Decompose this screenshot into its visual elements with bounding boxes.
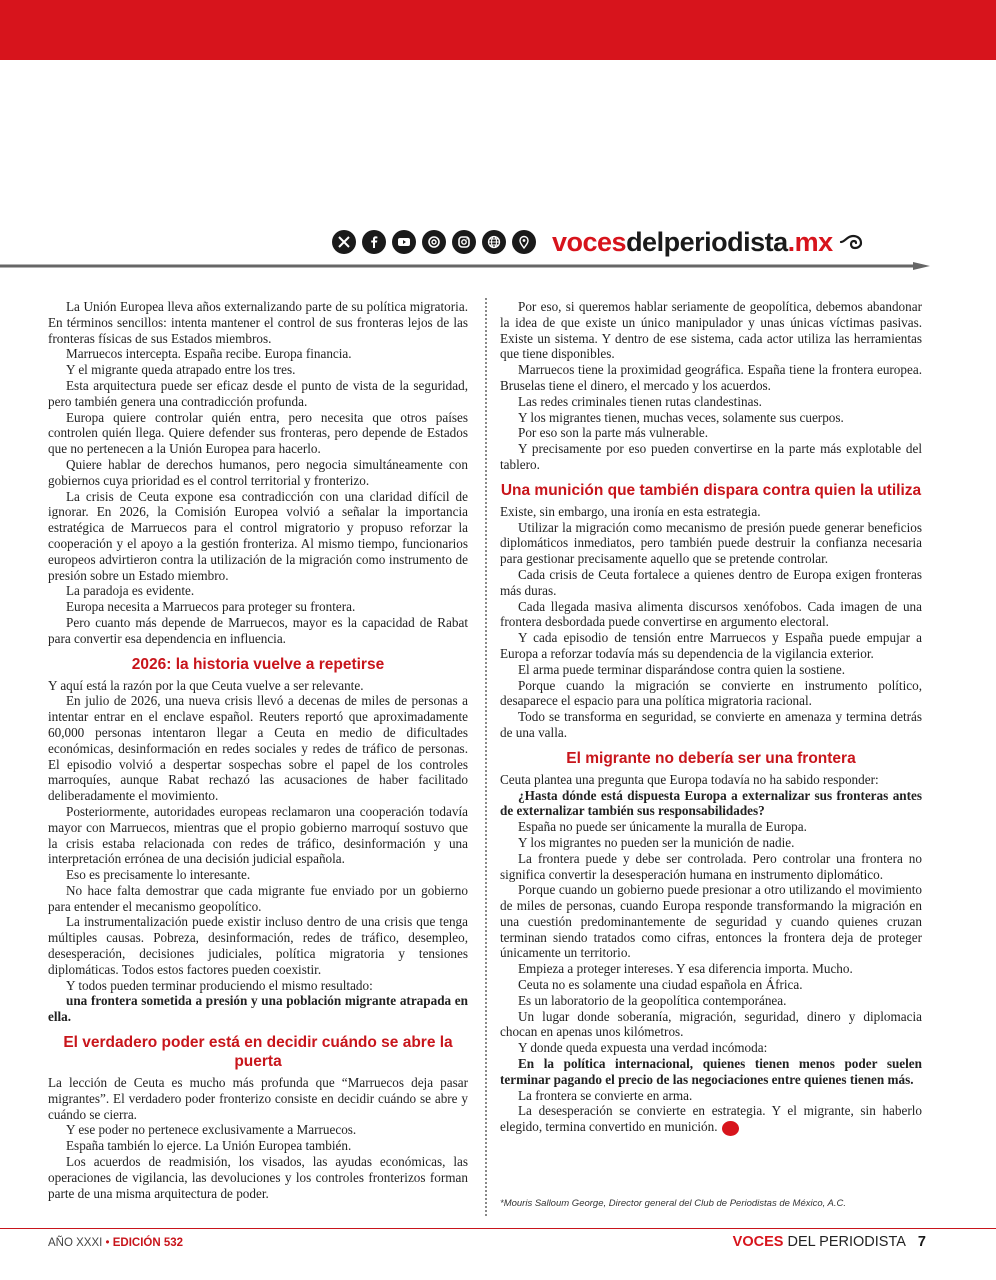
paragraph xyxy=(500,410,922,426)
article-column-left xyxy=(48,299,468,1201)
paragraph-text: Ceuta no es solamente una ciudad española en África. xyxy=(518,977,803,993)
threads-icon[interactable] xyxy=(422,230,446,254)
paragraph xyxy=(500,362,922,394)
instagram-icon[interactable] xyxy=(452,230,476,254)
paragraph xyxy=(500,835,922,851)
facebook-icon[interactable] xyxy=(362,230,386,254)
paragraph xyxy=(48,410,468,457)
paragraph-text: El verdadero poder está en decidir cuándo se abre la puerta xyxy=(63,1034,453,1071)
paragraph xyxy=(48,693,468,804)
paragraph-text: Los acuerdos de readmisión, los visados, las ayudas económicas, las operaciones de vigilancia, las devoluciones y los controles fronterizos forman parte de una misma arquitectura de poder. xyxy=(48,1154,468,1201)
paragraph-text: Y ese poder no pertenece exclusivamente a Marruecos. xyxy=(66,1122,357,1138)
paragraph-text: Por eso son la parte más vulnerable. xyxy=(518,425,709,441)
footer-issue-info xyxy=(48,1237,183,1249)
web-icon[interactable] xyxy=(482,230,506,254)
paragraph-text: Utilizar la migración como mecanismo de presión puede generar beneficios diplomáticos inmediatos, pero también puede destruir la confianza necesaria para gestionar precisamente aquello que se pretende controlar. xyxy=(500,519,922,567)
footer-rule xyxy=(0,1228,996,1229)
paragraph-text: Y cada episodio de tensión entre Marruecos y España puede empujar a Europa a reforzar todavía más su dependencia de la vigilancia exterior. xyxy=(500,630,922,661)
swirl-logo-icon xyxy=(839,231,867,253)
x-icon[interactable] xyxy=(332,230,356,254)
paragraph xyxy=(48,914,468,977)
end-mark-logo: VP xyxy=(722,1121,739,1136)
paragraph xyxy=(48,362,468,378)
paragraph-text: Empieza a proteger intereses. Y esa diferencia importa. Mucho. xyxy=(518,961,853,977)
paragraph xyxy=(48,678,468,694)
paragraph xyxy=(48,1075,468,1122)
logo-part-domain: .mx xyxy=(787,226,833,257)
paragraph xyxy=(500,299,922,362)
paragraph-text: El arma puede terminar disparándose contra quien la sostiene. xyxy=(518,661,846,677)
article-column-right xyxy=(500,299,922,1136)
paragraph xyxy=(500,504,922,520)
top-red-band xyxy=(0,0,996,60)
footer-brand xyxy=(733,1234,926,1250)
emphasis-paragraph xyxy=(48,993,468,1025)
paragraph-text: Posteriormente, autoridades europeas reclamaron una cooperación todavía mayor con Marruecos, mientras que el propio gobierno marroquí sostuvo que la crisis estaba relacionada con redes de tráfico, desinformación y una interpretación errónea de una decisión judicial española. xyxy=(48,803,468,867)
section-heading xyxy=(500,481,922,500)
logo-part-delperiodista: delperiodista xyxy=(626,226,788,257)
paragraph-text: Ceuta plantea una pregunta que Europa todavía no ha sabido responder: xyxy=(500,771,879,787)
paragraph-text: Por eso, si queremos hablar seriamente de geopolítica, debemos abandonar la idea de que existe un único manipulador y unas únicas víctimas pasivas. Existe un sistema. Y dentro de ese sistema, cada actor utiliza las herramientas que tiene disponibles. xyxy=(500,299,922,362)
emphasis-paragraph xyxy=(500,788,922,820)
paragraph-text: Y precisamente por eso pueden convertirse en la parte más explotable del tablero. xyxy=(500,441,922,472)
paragraph-text: Quiere hablar de derechos humanos, pero negocia simultáneamente con gobiernos cuya prioridad es el control territorial y fronterizo. xyxy=(48,456,468,488)
paragraph-text: El migrante no debería ser una frontera xyxy=(566,749,856,767)
paragraph-text: En la política internacional, quienes tienen menos poder suelen terminar pagando el precio de las negociaciones entre quienes tienen más. xyxy=(500,1056,922,1087)
paragraph-text: Europa quiere controlar quién entra, pero necesita que otros países controlen quién llega. Quiere defender sus fronteras, pero depende de Estados que no pertenecen a la Unión Europea para hacerlo. xyxy=(48,409,468,457)
paragraph-text: Pero cuanto más depende de Marruecos, mayor es la capacidad de Rabat para convertir esa dependencia en influencia. xyxy=(48,614,468,646)
paragraph-text: Una munición que también dispara contra quien la utiliza xyxy=(500,481,922,499)
paragraph xyxy=(48,489,468,584)
paragraph-text: una frontera sometida a presión y una población migrante atrapada en ella. xyxy=(48,993,468,1025)
youtube-icon[interactable] xyxy=(392,230,416,254)
paragraph-text: 2026: la historia vuelve a repetirse xyxy=(131,655,385,673)
paragraph-text: Existe, sin embargo, una ironía en esta estrategia. xyxy=(500,503,761,519)
emphasis-paragraph xyxy=(500,1056,922,1088)
paragraph xyxy=(500,567,922,599)
paragraph-text: ¿Hasta dónde está dispuesta Europa a externalizar sus fronteras antes de externalizar también sus responsabilidades? xyxy=(500,787,922,819)
paragraph-text: Y el migrante queda atrapado entre los tres. xyxy=(66,362,296,378)
paragraph-text: Eso es precisamente lo interesante. xyxy=(66,867,251,883)
paragraph-text: La lección de Ceuta es mucho más profunda que “Marruecos deja pasar migrantes”. El verdadero poder fronterizo consiste en decidir cuándo se abre y cuándo se cierra. xyxy=(48,1075,468,1122)
paragraph-text: La Unión Europea lleva años externalizando parte de su política migratoria. En términos sencillos: intenta mantener el control de sus fronteras lejos de las fronteras físicas de sus Estados miembros. xyxy=(48,299,468,346)
paragraph-text: Todo se transforma en seguridad, se convierte en amenaza y termina detrás de una valla. xyxy=(500,709,922,740)
footer-year: AÑO XXXI xyxy=(48,1237,103,1249)
paragraph-text: Marruecos intercepta. España recibe. Europa financia. xyxy=(66,346,352,362)
paragraph xyxy=(500,394,922,410)
paragraph-text: La frontera se convierte en arma. xyxy=(518,1087,693,1103)
brand-header xyxy=(332,226,867,258)
author-byline: *Mouris Salloum George, Director general del Club de Periodistas de México, A.C. xyxy=(500,1198,847,1209)
site-logo[interactable] xyxy=(552,227,867,258)
paragraph xyxy=(500,678,922,710)
section-heading xyxy=(500,749,922,768)
footer-edition: EDICIÓN 532 xyxy=(112,1237,184,1249)
paragraph-text: Y los migrantes no pueden ser la munición de nadie. xyxy=(518,834,795,850)
paragraph xyxy=(48,457,468,489)
paragraph-text: España también lo ejerce. La Unión Europea también. xyxy=(66,1138,352,1154)
paragraph xyxy=(48,378,468,410)
paragraph xyxy=(48,599,468,615)
paragraph-text: Porque cuando la migración se convierte en instrumento político, desaparece el espacio para una política migratoria racional. xyxy=(500,677,922,709)
paragraph-text: Un lugar donde soberanía, migración, seguridad, dinero y diplomacia chocan en apenas unos kilómetros. xyxy=(500,1008,922,1040)
paragraph-text: La frontera puede y debe ser controlada. Pero controlar una frontera no significa convertir la desesperación humana en instrumento diplomático. xyxy=(500,850,922,882)
paragraph xyxy=(500,1040,922,1056)
paragraph-text: Marruecos tiene la proximidad geográfica. España tiene la frontera europea. Bruselas tiene el dinero, el mercado y los acuerdos. xyxy=(500,362,922,393)
paragraph-text: La crisis de Ceuta expone esa contradicción con una claridad difícil de ignorar. En 2026, la Comisión Europea volvió a señalar la importancia estratégica de Marruecos para el control migratorio y propuso reforzar la cooperación y el apoyo a la gestión fronteriza. Al mismo tiempo, funcionarios europeos advirtieron contra la utilización de la migración como instrumento de presión sobre un Estado miembro. xyxy=(48,488,468,583)
paragraph xyxy=(48,804,468,867)
paragraph xyxy=(48,615,468,647)
paragraph-text: No hace falta demostrar que cada migrante fue enviado por un gobierno para entender el mecanismo geopolítico. xyxy=(48,882,468,914)
paragraph xyxy=(500,709,922,741)
paragraph xyxy=(500,977,922,993)
paragraph xyxy=(500,662,922,678)
footer-brand-voces: VOCES xyxy=(732,1234,784,1250)
paragraph-text: Cada llegada masiva alimenta discursos xenófobos. Cada imagen de una frontera desbordada puede convertirse en argumento electoral. xyxy=(500,598,922,630)
paragraph xyxy=(500,425,922,441)
paragraph xyxy=(500,1009,922,1041)
paragraph xyxy=(48,346,468,362)
paragraph xyxy=(500,882,922,961)
paragraph xyxy=(500,851,922,883)
header-arrow-rule xyxy=(0,262,930,270)
page-number: 7 xyxy=(917,1234,926,1250)
paragraph xyxy=(48,583,468,599)
paragraph xyxy=(500,1088,922,1104)
paragraph xyxy=(500,772,922,788)
paragraph-text: Y todos pueden terminar produciendo el mismo resultado: xyxy=(66,977,373,993)
logo-part-voces: voces xyxy=(552,226,627,257)
paragraph-text: Porque cuando un gobierno puede presionar a otro utilizando el movimiento de miles de personas, cuando Europa responde transformando la migración en una cuestión predominantemente de seguridad y cuando quienes cruzan terminan siendo tratados como cifras, entonces la frontera deja de proteger únicamente un territorio. xyxy=(500,882,922,961)
paragraph-text: Y aquí está la razón por la que Ceuta vuelve a ser relevante. xyxy=(48,677,364,693)
paragraph xyxy=(500,599,922,631)
paragraph xyxy=(500,630,922,662)
paragraph xyxy=(48,1122,468,1138)
paragraph xyxy=(48,867,468,883)
section-heading xyxy=(48,1033,468,1071)
location-icon[interactable] xyxy=(512,230,536,254)
column-divider xyxy=(485,298,487,1216)
paragraph-text: Y donde queda expuesta una verdad incómoda: xyxy=(518,1040,768,1056)
paragraph-text: Y los migrantes tienen, muchas veces, solamente sus cuerpos. xyxy=(518,409,844,425)
paragraph xyxy=(48,883,468,915)
paragraph-text: Es un laboratorio de la geopolítica contemporánea. xyxy=(518,992,787,1008)
paragraph xyxy=(48,299,468,346)
paragraph-text: La instrumentalización puede existir incluso dentro de una crisis que tenga múltiples causas. Pobreza, desinformación, redes de tráfico, desempleo, desesperación, decisiones judiciales, política migratoria y tensiones diplomáticas. Todos estos factores pueden coexistir. xyxy=(48,914,468,977)
paragraph xyxy=(500,520,922,567)
paragraph-text: La desesperación se convierte en estrategia. Y el migrante, sin haberlo elegido, termina convertido en munición. xyxy=(500,1103,922,1135)
paragraph-text: Europa necesita a Marruecos para proteger su frontera. xyxy=(66,599,356,615)
paragraph xyxy=(48,978,468,994)
footer-brand-rest: DEL PERIODISTA xyxy=(783,1234,906,1250)
paragraph xyxy=(48,1138,468,1154)
paragraph xyxy=(500,441,922,473)
paragraph xyxy=(500,819,922,835)
paragraph xyxy=(500,1103,922,1135)
paragraph-text: España no puede ser únicamente la muralla de Europa. xyxy=(518,819,807,835)
section-heading xyxy=(48,655,468,674)
paragraph xyxy=(48,1154,468,1201)
paragraph-text: Las redes criminales tienen rutas clandestinas. xyxy=(518,393,762,409)
paragraph-text: Cada crisis de Ceuta fortalece a quienes dentro de Europa exigen fronteras más duras. xyxy=(500,566,922,598)
paragraph xyxy=(500,993,922,1009)
footer-bullet: • xyxy=(105,1237,110,1249)
paragraph-text: Esta arquitectura puede ser eficaz desde el punto de vista de la seguridad, pero también genera una contradicción profunda. xyxy=(48,377,468,409)
paragraph-text: En julio de 2026, una nueva crisis llevó a decenas de miles de personas a intentar entrar en el enclave español. Reuters reportó que aproximadamente 60,000 personas intentaron llegar a Ceuta en medio de dificultades económicas, desinformación en redes sociales y redes de tráfico de personas. El episodio volvió a despertar sospechas sobre el papel de los controles marroquíes, aunque Rabat rechazó las acusaciones de haber facilitado deliberadamente el movimiento. xyxy=(48,693,468,804)
paragraph-text: La paradoja es evidente. xyxy=(66,583,195,599)
paragraph xyxy=(500,961,922,977)
